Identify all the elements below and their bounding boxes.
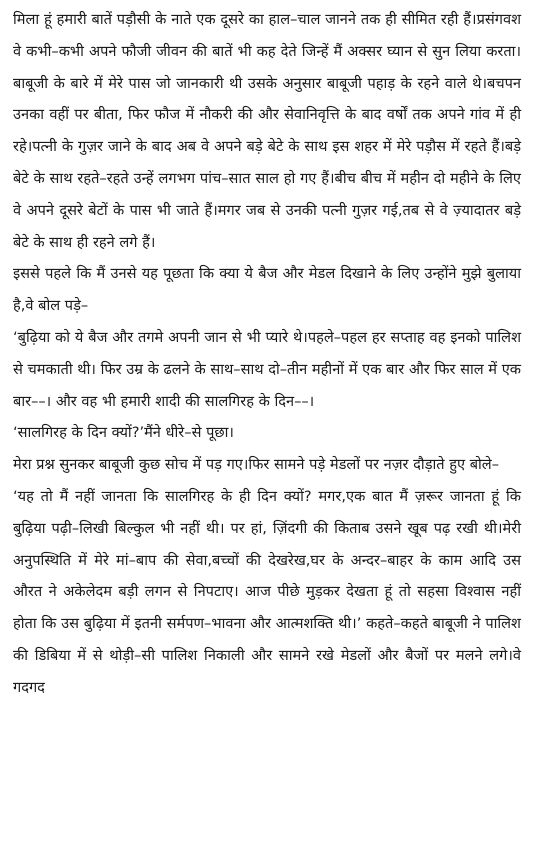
paragraph-babuji-thinking: मेरा प्रश्न सुनकर बाबूजी कुछ सोच में पड़ गए।फिर सामने पड़े मेडलों पर नज़र दौड़ाते हुए बोले– <box>13 456 500 474</box>
paragraph-question-intro: इससे पहले कि मैं उनसे यह पूछता कि क्या ये बैज और मेडल दिखाने के लिए उन्होंने मुझे बुलाया है,वे बोल पड़े– <box>13 265 521 315</box>
paragraph-anniversary-question: ‘सालगिरह के दिन क्यों?’मैंने धीरे–से पूछा। <box>13 424 234 442</box>
paragraph-neighbour-background: मिला हूं हमारी बातें पड़ौसी के नाते एक दूसरे का हाल–चाल जानने तक ही सीमित रही हैं।प्रसंगवश वे कभी–कभी अपने फौजी जीवन की बातें भी कह देते जिन्हें मैं अक्सर घ्यान से सुन लिया करता।बाबूजी के बारे में मेरे पास जो जानकारी थी उसके अनुसार बाबूजी पहाड़ के रहने वाले थे।बचपन उनका वहीं पर बीता, फिर फौज में नौकरी की और सेवानिवृत्ति के बाद वर्षों तक अपने गांव में ही रहे।पत्नी के गुज़र जाने के बाद अब वे अपने बड़े बेटे के साथ इस शहर में मेरे पड़ौस में रहते हैं।बड़े बेटे के साथ रहते–रहते उन्हें लगभग पांच–सात साल हो गए हैं।बीच बीच में महीन दो महीने के लिए वे अपने दूसरे बेटों के पास भी जाते हैं।मगर जब से उनकी पत्नी गुज़र गई,तब से वे ज़्यादातर बड़े बेटे के साथ ही रहने लगे हैं। <box>13 11 521 251</box>
paragraph-babuji-reply: ‘यह तो मैं नहीं जानता कि सालगिरह के ही दिन क्यों? मगर,एक बात मैं ज़रूर जानता हूं कि बुढ़िया पढ़ी–लिखी बिल्कुल भी नहीं थी। पर हां, ज़िंदगी की किताब उसने खूब पढ़ रखी थी।मेरी अनुपस्थिति में मेरे मां–बाप की सेवा,बच्चों की देखरेख,घर के अन्दर–बाहर के काम आदि उस औरत ने अकेलेदम बड़ी लगन से निपटाए। आज पीछे मुड़कर देखता हूं तो सहसा विश्वास नहीं होता कि उस बुढ़िया में इतनी सर्मपण–भावना और आत्मशक्ति थी।’ कहते–कहते बाबूजी ने पालिश की डिबिया में से थोड़ी–सी पालिश निकाली और सामने रखे मेडलों और बैजों पर मलने लगे।वे गदगद <box>13 487 521 696</box>
paragraph-badges-polish: ‘बुढ़िया को ये बैज और तगमे अपनी जान से भी प्यारे थे।पहले–पहल हर सप्ताह वह इनको पालिश से चमकाती थी। फिर उम्र के ढलने के साथ–साथ दो–तीन महीनों में एक बार और फिर साल में एक बार––। और वह भी हमारी शादी की सालगिरह के दिन––। <box>13 328 521 410</box>
